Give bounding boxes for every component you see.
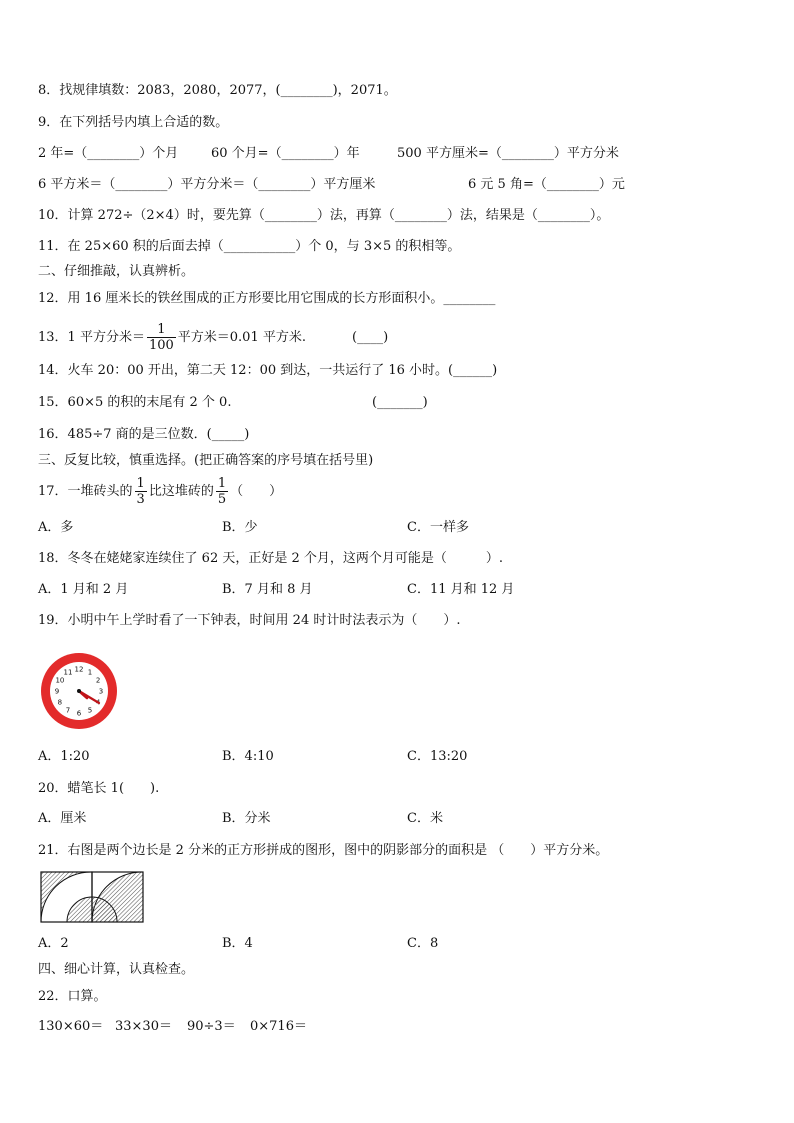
q18-option-a: A．1 月和 2 月: [38, 582, 129, 597]
mental-calc-3: 90÷3＝: [187, 1019, 236, 1034]
section-2-heading: 二、仔细推敲，认真辨析。: [38, 264, 195, 279]
question-9: 9．在下列括号内填上合适的数。: [38, 115, 229, 130]
question-15: 15．60×5 的积的末尾有 2 个 0.: [38, 395, 232, 410]
clock-numeral: 10: [55, 676, 65, 685]
question-11: 11．在 25×60 积的后面去掉（___________）个 0，与 3×5 的积相等。: [38, 239, 461, 254]
clock-numeral: 12: [74, 665, 84, 674]
q21-option-b: B．4: [222, 936, 253, 951]
shaded-squares-figure: [40, 871, 144, 923]
q15-answer-blank: (_______): [372, 395, 428, 410]
q21-option-a: A．2: [38, 936, 69, 951]
q18-option-b: B．7 月和 8 月: [222, 582, 313, 597]
mental-calc-4: 0×716＝: [250, 1019, 307, 1034]
question-12: 12．用 16 厘米长的铁丝围成的正方形要比用它围成的长方形面积小。________: [38, 291, 496, 306]
clock-numeral: 11: [63, 668, 73, 677]
q9-item-2: 60 个月=（________）年: [211, 146, 360, 161]
q19-option-c: C．13:20: [407, 749, 468, 764]
clock-center-pin: [77, 689, 81, 693]
fraction-1-5: $\frac{1}{5}$: [217, 476, 227, 507]
question-21: 21．右图是两个边长是 2 分米的正方形拼成的图形，图中的阴影部分的面积是 （ ）平方分米。: [38, 843, 609, 858]
q21-option-c: C．8: [407, 936, 439, 951]
clock-numeral: 6: [76, 709, 82, 718]
question-19: 19．小明中午上学时看了一下钟表，时间用 24 时计时法表示为（ ）.: [38, 613, 461, 628]
fraction-1-3: $\frac{1}{3}$: [136, 476, 145, 507]
q9-item-3: 500 平方厘米=（________）平方分米: [397, 146, 619, 161]
clock-numeral: 7: [65, 706, 71, 715]
q19-option-a: A．1:20: [38, 749, 90, 764]
clock-numeral: 3: [98, 687, 104, 696]
q13-answer-blank: (____): [352, 330, 389, 345]
q17-option-a: A．多: [38, 520, 74, 535]
clock-numeral: 2: [95, 676, 101, 685]
q20-option-b: B．分米: [222, 811, 271, 826]
mental-calc-2: 33×30＝: [115, 1019, 172, 1034]
question-20: 20．蜡笔长 1( ).: [38, 781, 160, 796]
clock-numeral: 1: [87, 668, 93, 677]
question-13: 13．1 平方分米＝ $\frac{1}{100}$ 平方米＝0.01 平方米.: [38, 322, 306, 353]
clock-illustration: [38, 650, 120, 732]
question-10: 10．计算 272÷（2×4）时，要先算（________）法，再算（________）法，结果是（________）。: [38, 208, 610, 223]
q20-option-c: C．米: [407, 811, 443, 826]
q20-option-a: A．厘米: [38, 811, 87, 826]
question-17: 17．一堆砖头的 $\frac{1}{3}$ 比这堆砖的 $\frac{1}{5}$ （ ）: [38, 476, 283, 507]
mental-calc-1: 130×60＝: [38, 1019, 104, 1034]
q9-item-4: 6 平方米＝（________）平方分米＝（________）平方厘米: [38, 177, 376, 192]
question-22: 22．口算。: [38, 989, 107, 1004]
question-14: 14．火车 20：00 开出，第二天 12：00 到达，一共运行了 16 小时。(______): [38, 363, 498, 378]
clock-numeral: 9: [54, 687, 60, 696]
q17-option-b: B．少: [222, 520, 258, 535]
q9-item-5: 6 元 5 角=（________）元: [468, 177, 625, 192]
q18-option-c: C．11 月和 12 月: [407, 582, 515, 597]
clock-numeral: 5: [87, 706, 93, 715]
q17-option-c: C．一样多: [407, 520, 469, 535]
fraction-1-100: $\frac{1}{100}$: [148, 322, 174, 353]
clock-numeral: 8: [57, 698, 63, 707]
question-18: 18．冬冬在姥姥家连续住了 62 天，正好是 2 个月，这两个月可能是（ ）.: [38, 551, 504, 566]
q19-option-b: B．4:10: [222, 749, 274, 764]
question-16: 16．485÷7 商的是三位数．(_____): [38, 427, 250, 442]
section-4-heading: 四、细心计算，认真检查。: [38, 962, 195, 977]
section-3-heading: 三、反复比较，慎重选择。(把正确答案的序号填在括号里): [38, 453, 374, 468]
q9-item-1: 2 年=（________）个月: [38, 146, 179, 161]
question-8: 8．找规律填数：2083，2080，2077，(________)，2071。: [38, 83, 397, 98]
